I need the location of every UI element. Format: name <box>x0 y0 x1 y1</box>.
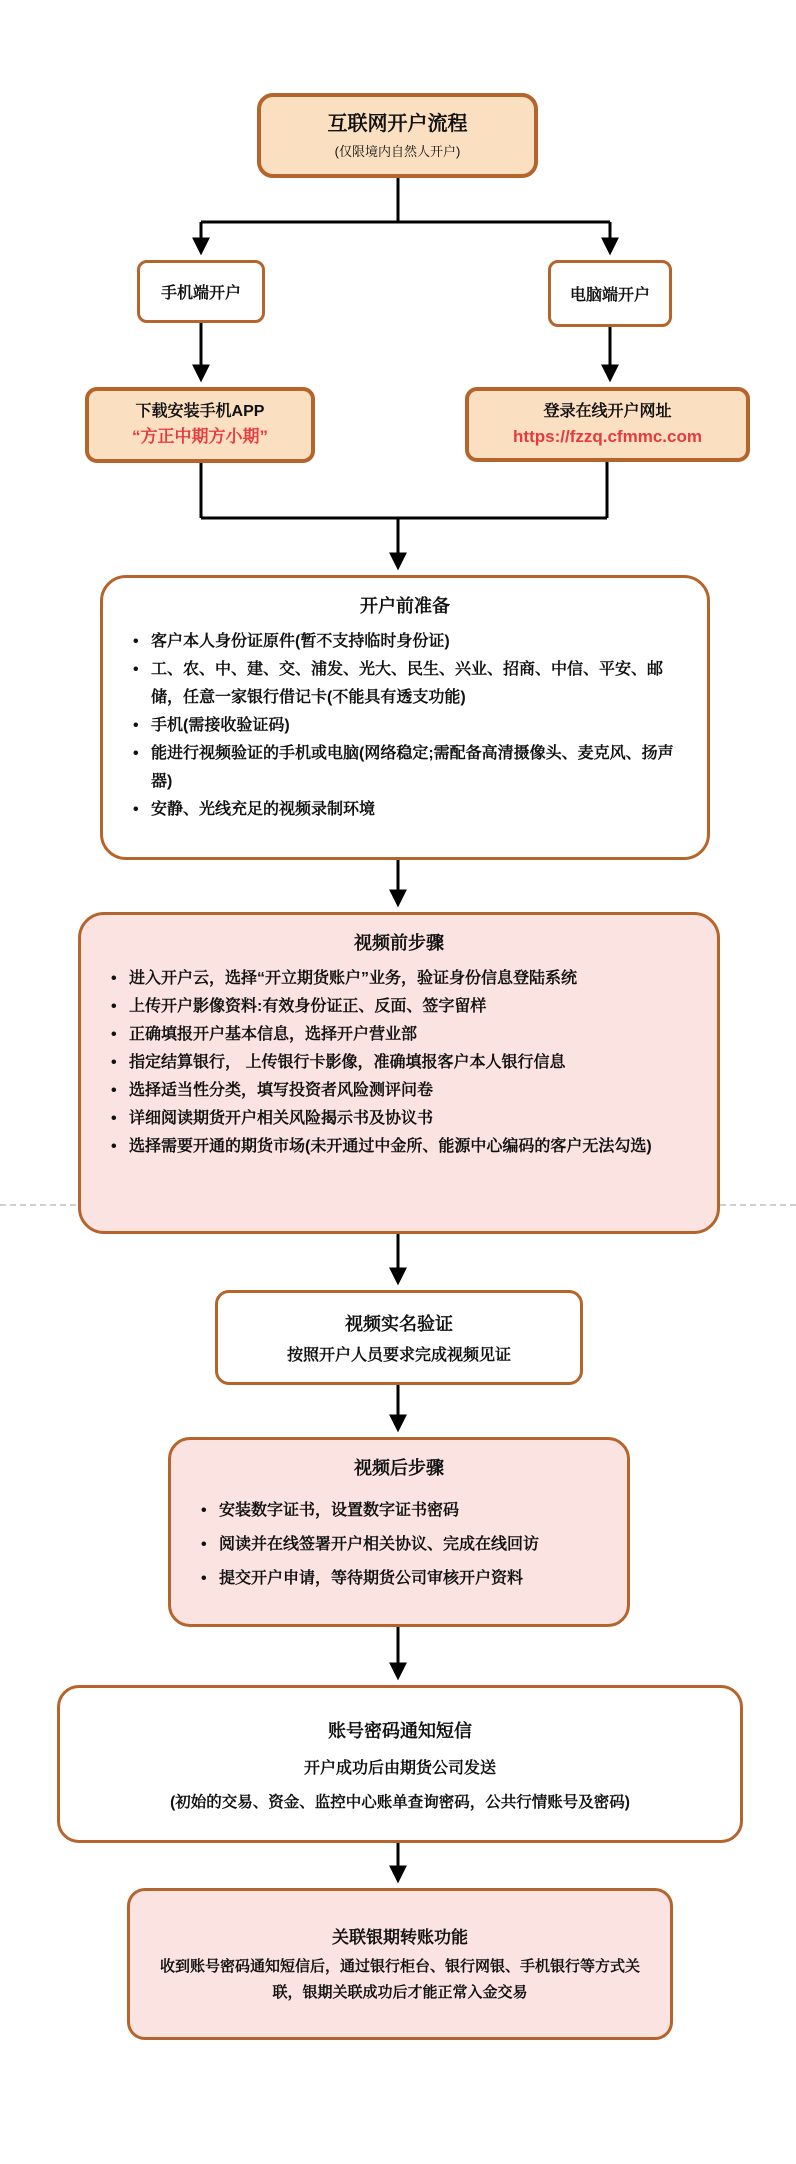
sms-notice-sender: 开户成功后由期货公司发送 <box>303 1759 496 1777</box>
list-item: • 指定结算银行， 上传银行卡影像，准确填报客户本人银行信息 <box>105 1049 652 1077</box>
merge-tee-line <box>201 462 607 518</box>
pre-video-steps-list <box>81 965 717 1161</box>
preparation-box <box>100 575 710 860</box>
branch-tee-line <box>201 178 610 222</box>
preparation-list <box>103 628 707 824</box>
video-verify-box <box>215 1290 583 1385</box>
list-item: • 手机(需接收验证码) <box>127 712 685 740</box>
list-item: • 客户本人身份证原件(暂不支持临时身份证) <box>127 628 685 656</box>
list-item: • 正确填报开户基本信息，选择开户营业部 <box>105 1021 652 1049</box>
mobile-branch-label: 手机端开户 <box>160 285 241 302</box>
list-item: • 工、农、中、建、交、浦发、光大、民生、兴业、招商、中信、平安、邮储，任意一家银行借记卡(不能具有透支功能) <box>127 656 685 712</box>
post-video-steps-box <box>168 1437 630 1627</box>
list-item: • 安静、光线充足的视频录制环境 <box>127 796 685 824</box>
pre-video-steps-title: 视频前步骤 <box>354 933 444 953</box>
pc-branch-box <box>548 260 672 327</box>
web-login-label: 登录在线开户网址 <box>543 402 672 420</box>
bank-link-body: 收到账号密码通知短信后，通过银行柜台、银行网银、手机银行等方式关联，银期关联成功后才能正常入金交易 <box>159 1957 640 2001</box>
flow-title: 互联网开户流程 <box>327 113 468 135</box>
post-video-steps-list <box>171 1494 627 1596</box>
list-item: • 能进行视频验证的手机或电脑(网络稳定;需配备高清摄像头、麦克风、扬声器) <box>127 740 685 796</box>
list-item: • 安装数字证书，设置数字证书密码 <box>195 1494 605 1528</box>
sms-notice-detail: (初始的交易、资金、监控中心账单查询密码，公共行情账号及密码) <box>170 1793 630 1811</box>
list-item: • 选择适当性分类，填写投资者风险测评问卷 <box>105 1077 652 1105</box>
app-name-label: “方正中期方小期” <box>132 427 268 446</box>
list-item: • 详细阅读期货开户相关风险揭示书及协议书 <box>105 1105 652 1133</box>
app-download-label: 下载安装手机APP <box>135 403 265 420</box>
list-item: • 进入开户云，选择“开立期货账户”业务，验证身份信息登陆系统 <box>105 965 652 993</box>
flow-subtitle: (仅限境内自然人开户) <box>334 144 461 159</box>
list-item: • 提交开户申请，等待期货公司审核开户资料 <box>195 1562 605 1596</box>
app-download-box <box>85 387 315 463</box>
pre-video-steps-box <box>78 912 720 1234</box>
list-item: • 阅读并在线签署开户相关协议、完成在线回访 <box>195 1528 605 1562</box>
sms-notice-box <box>57 1685 743 1843</box>
video-verify-title: 视频实名验证 <box>345 1314 453 1334</box>
bank-link-box <box>127 1888 673 2040</box>
bank-link-title: 关联银期转账功能 <box>332 1927 468 1947</box>
flow-title-box <box>257 93 538 178</box>
preparation-title: 开户前准备 <box>360 596 450 616</box>
web-login-box <box>465 387 750 462</box>
pc-branch-label: 电脑端开户 <box>569 287 650 304</box>
sms-notice-title: 账号密码通知短信 <box>328 1720 472 1741</box>
list-item: • 选择需要开通的期货市场(未开通过中金所、能源中心编码的客户无法勾选) <box>105 1133 652 1161</box>
post-video-steps-title: 视频后步骤 <box>354 1458 444 1478</box>
list-item: • 上传开户影像资料:有效身份证正、反面、签字留样 <box>105 993 652 1021</box>
mobile-branch-box <box>137 260 265 323</box>
web-login-url: https://fzzq.cfmmc.com <box>513 426 702 446</box>
video-verify-subtitle: 按照开户人员要求完成视频见证 <box>286 1347 511 1364</box>
